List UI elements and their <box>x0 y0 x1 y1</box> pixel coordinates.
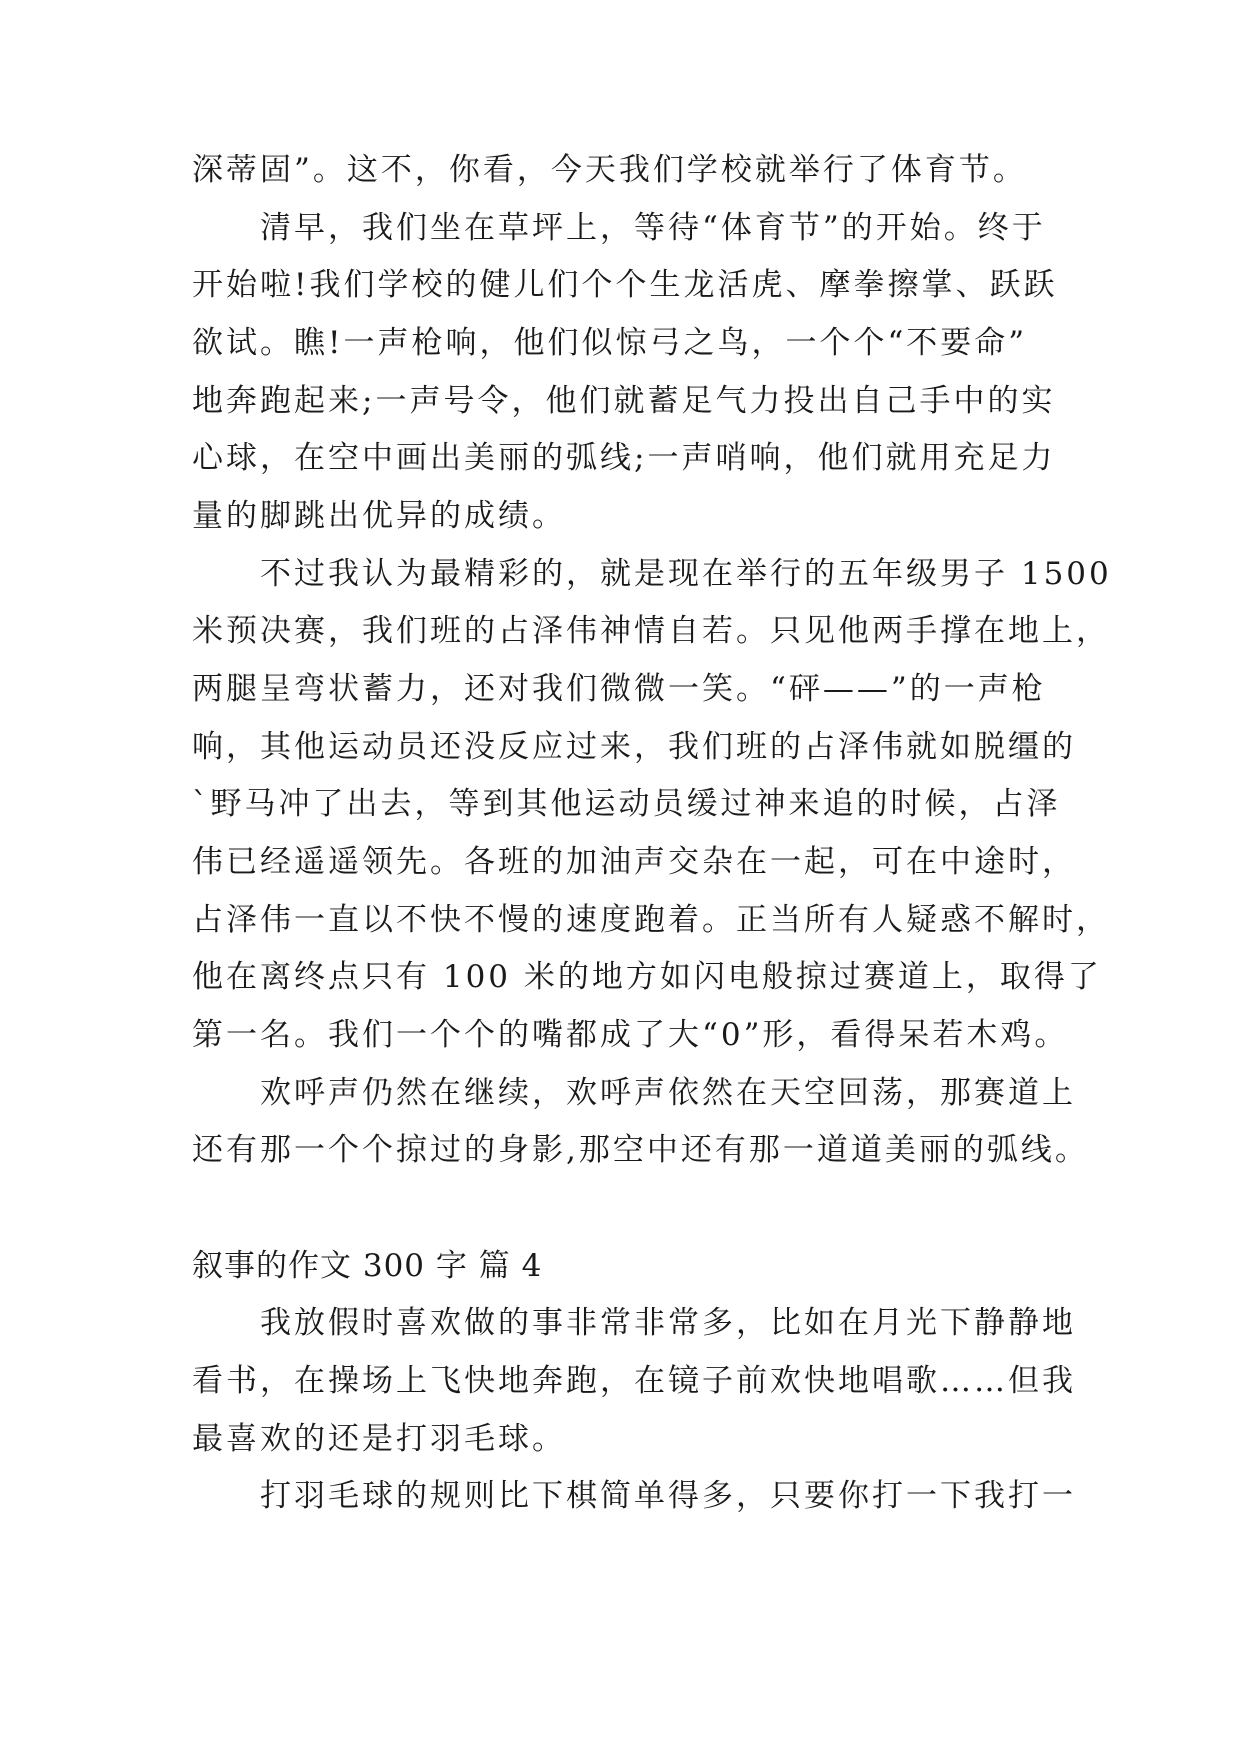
text-line: 米预决赛，我们班的占泽伟神情自若。只见他两手撑在地上， <box>192 613 1110 649</box>
text-line: 欢呼声仍然在继续，欢呼声依然在天空回荡，那赛道上 <box>192 1075 1076 1111</box>
text-line: 两腿呈弯状蓄力，还对我们微微一笑。“砰——”的一声枪 <box>192 671 1046 707</box>
text-line: 我放假时喜欢做的事非常非常多，比如在月光下静静地 <box>192 1305 1076 1341</box>
text-line: 他在离终点只有 100 米的地方如闪电般掠过赛道上，取得了 <box>192 959 1102 995</box>
text-line: 欲试。瞧!一声枪响，他们似惊弓之鸟，一个个“不要命” <box>192 325 1028 361</box>
text-line: 深蒂固”。这不，你看，今天我们学校就举行了体育节。 <box>192 152 1027 188</box>
text-line: 看书，在操场上飞快地奔跑，在镜子前欢快地唱歌……但我 <box>192 1363 1076 1399</box>
text-line: 打羽毛球的规则比下棋简单得多，只要你打一下我打一 <box>192 1478 1076 1514</box>
text-line: 第一名。我们一个个的嘴都成了大“0”形，看得呆若木鸡。 <box>192 1017 1069 1053</box>
text-line: 量的脚跳出优异的成绩。 <box>192 498 566 534</box>
text-line: 占泽伟一直以不快不慢的速度跑着。正当所有人疑惑不解时， <box>192 902 1110 938</box>
text-line: 不过我认为最精彩的，就是现在举行的五年级男子 1500 <box>192 556 1112 592</box>
section-heading: 叙事的作文 300 字 篇 4 <box>192 1248 543 1284</box>
text-line: 清早，我们坐在草坪上，等待“体育节”的开始。终于 <box>192 210 1046 246</box>
text-line: 心球，在空中画出美丽的弧线;一声哨响，他们就用充足力 <box>192 440 1056 476</box>
text-line: 伟已经遥遥领先。各班的加油声交杂在一起，可在中途时， <box>192 844 1076 880</box>
text-line: 还有那一个个掠过的身影,那空中还有那一道道美丽的弧线。 <box>192 1132 1089 1168</box>
text-line: 地奔跑起来;一声号令，他们就蓄足气力投出自己手中的实 <box>192 383 1056 419</box>
text-line: 最喜欢的还是打羽毛球。 <box>192 1421 566 1457</box>
text-line: 响，其他运动员还没反应过来，我们班的占泽伟就如脱缰的 <box>192 729 1076 765</box>
text-line: `野马冲了出去，等到其他运动员缓过神来追的时候，占泽 <box>192 786 1061 822</box>
text-line: 开始啦!我们学校的健儿们个个生龙活虎、摩拳擦掌、跃跃 <box>192 267 1058 303</box>
